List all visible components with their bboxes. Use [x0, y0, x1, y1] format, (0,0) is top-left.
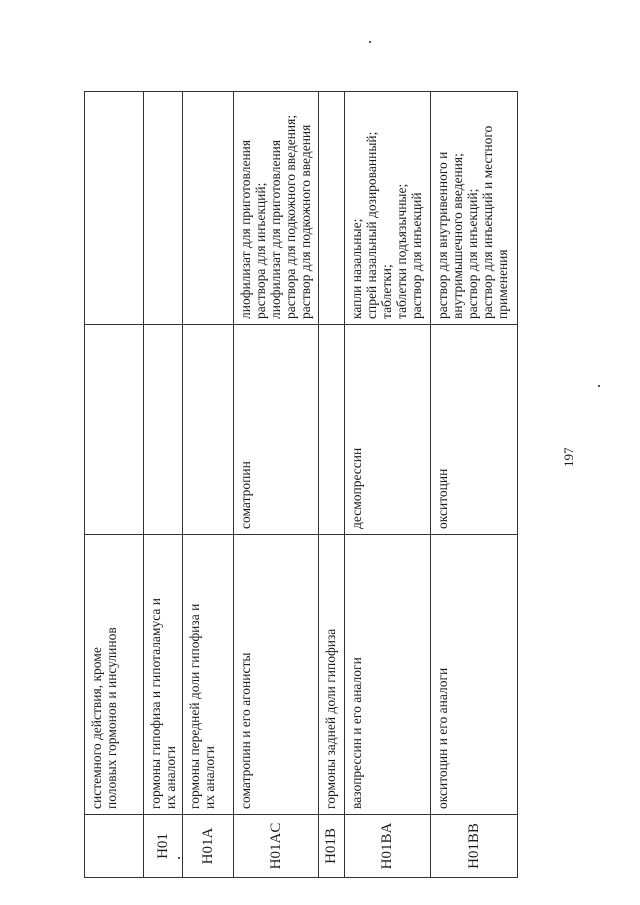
substance-cell: [183, 325, 234, 535]
dosage-forms-cell: [144, 92, 183, 325]
dosage-forms-cell: [431, 92, 518, 325]
substance-cell: [431, 325, 518, 535]
cell-text-line: спрей назальный дозированный;: [364, 131, 379, 319]
pharmacological-group-cell: [85, 535, 144, 815]
cell-text-line: таблетки подъязычные;: [394, 183, 409, 319]
cell-text-line: внутримышечного введения;: [450, 153, 465, 319]
cell-text-line: их аналоги: [163, 746, 178, 809]
dosage-forms-cell: [85, 92, 144, 325]
dosage-forms-cell: [345, 92, 431, 325]
cell-text-line: лиофилизат для приготовления: [238, 139, 253, 319]
cell-text-line: капли назальные;: [349, 218, 364, 319]
substance-cell: [85, 325, 144, 535]
table-row: [319, 92, 345, 878]
table-row: [144, 92, 183, 878]
substance-cell: [234, 325, 319, 535]
pharmacological-group-cell: [144, 535, 183, 815]
cell-text-line: гормоны задней доли гипофиза: [323, 628, 338, 809]
drug-classification-table: [84, 91, 518, 878]
cell-text-line: раствора для инъекций;: [253, 182, 268, 319]
cell-text-line: вазопрессин и его аналоги: [349, 657, 364, 809]
substance-cell: [345, 325, 431, 535]
cell-text-line: окситоцин и его аналоги: [435, 667, 450, 809]
pharmacological-group-cell: [431, 535, 518, 815]
atc-code-cell: [85, 815, 144, 878]
cell-text-line: половых гормонов и инсулинов: [104, 627, 119, 809]
atc-code-cell: H01BA: [345, 815, 431, 878]
table-row: [183, 92, 234, 878]
atc-code-cell: H01AC: [234, 815, 319, 878]
scan-speck: [369, 41, 371, 43]
page-number: 197: [561, 447, 576, 467]
cell-text-line: раствор для инъекций: [409, 192, 424, 319]
atc-code-cell: H01: [144, 815, 183, 878]
cell-text-line: раствора для подкожного введения;: [283, 114, 298, 319]
cell-text-line: лиофилизат для приготовления: [268, 139, 283, 319]
cell-text-line: раствор для инъекций и местного: [480, 125, 495, 319]
cell-text-line: таблетки;: [379, 264, 394, 319]
scan-speck: [598, 385, 600, 387]
cell-text-line: десмопрессин: [349, 447, 364, 529]
table-row: [234, 92, 319, 878]
table-row: [85, 92, 144, 878]
pharmacological-group-cell: [234, 535, 319, 815]
cell-text-line: системного действия, кроме: [89, 647, 104, 809]
cell-text-line: окситоцин: [435, 468, 450, 529]
dosage-forms-cell: [319, 92, 345, 325]
dosage-forms-cell: [183, 92, 234, 325]
substance-cell: [319, 325, 345, 535]
cell-text-line: раствор для подкожного введения: [298, 124, 313, 319]
table-row: [345, 92, 431, 878]
atc-code-cell: H01B: [319, 815, 345, 878]
atc-code-cell: H01A: [183, 815, 234, 878]
cell-text-line: раствор для инъекций;: [465, 188, 480, 319]
dosage-forms-cell: [234, 92, 319, 325]
cell-text-line: гормоны передней доли гипофиза и: [187, 603, 202, 809]
table-row: [431, 92, 518, 878]
cell-text-line: соматропин и его агонисты: [238, 652, 253, 809]
scan-speck: [178, 857, 180, 859]
cell-text-line: соматропин: [238, 461, 253, 529]
cell-text-line: раствор для внутривенного и: [435, 151, 450, 319]
pharmacological-group-cell: [319, 535, 345, 815]
cell-text-line: их аналоги: [202, 746, 217, 809]
atc-code-cell: H01BB: [431, 815, 518, 878]
pharmacological-group-cell: [183, 535, 234, 815]
pharmacological-group-cell: [345, 535, 431, 815]
cell-text-line: применения: [495, 249, 510, 319]
rotated-page: [84, 92, 549, 878]
substance-cell: [144, 325, 183, 535]
cell-text-line: гормоны гипофиза и гипоталамуса и: [148, 598, 163, 809]
